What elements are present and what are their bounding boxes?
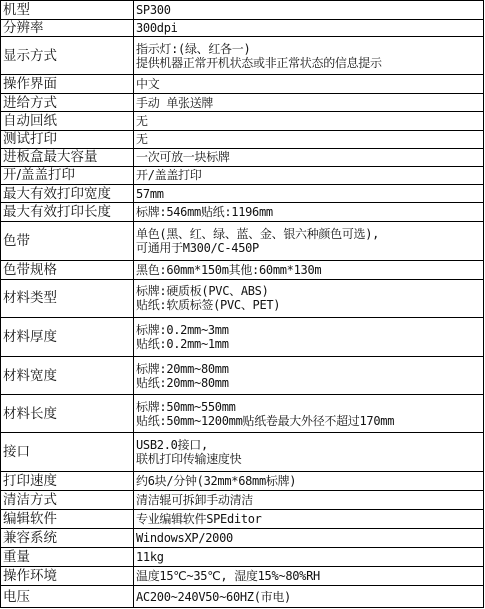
spec-value-line: 贴纸:0.2mm~1mm [136,336,229,351]
spec-label: 电压 [1,586,134,608]
spec-label: 进给方式 [1,93,134,112]
spec-value-line: 贴纸:50mm~1200mm贴纸卷最大外径不超过170mm [136,413,395,428]
spec-value [134,203,484,222]
spec-label: 开/盖盖打印 [1,167,134,185]
spec-value-line: 单色(黑、红、绿、蓝、金、银六种颜色可选), [136,226,380,241]
spec-row [1,471,484,491]
spec-row [1,509,484,529]
spec-label: 材料长度 [1,395,134,433]
spec-value-line: 温度15℃~35℃, 湿度15%~80%RH [136,568,320,583]
spec-value-line: 联机打印传输速度快 [136,452,242,467]
spec-value-line: 约6块/分钟(32mm*68mm标牌) [136,473,297,488]
spec-label: 色带 [1,221,134,260]
spec-table-body [1,1,484,608]
spec-value [134,261,484,280]
spec-value-line: 无 [136,114,148,129]
spec-value-line: 中文 [136,77,160,92]
spec-value [134,471,484,491]
spec-row [1,491,484,510]
spec-value-line: 开/盖盖打印 [136,168,202,183]
spec-row [1,433,484,471]
spec-value [134,529,484,548]
spec-value-line: 11kg [136,549,164,564]
spec-row [1,167,484,185]
spec-value-line: 手动 单张送牌 [136,95,214,110]
spec-row [1,148,484,167]
spec-row [1,112,484,131]
spec-row [1,357,484,395]
spec-label: 操作环境 [1,566,134,586]
spec-label: 操作界面 [1,75,134,94]
spec-row [1,279,484,317]
spec-value-line: 标牌:0.2mm~3mm [136,322,229,337]
spec-value [134,112,484,131]
spec-label: 机型 [1,1,134,20]
spec-value-line: AC200~240V50~60HZ(市电) [136,589,291,604]
spec-value-line: 标牌:546mm贴纸:1196mm [136,205,273,220]
spec-value [134,131,484,149]
spec-value [134,75,484,94]
spec-row [1,1,484,20]
spec-row [1,317,484,356]
spec-label: 材料厚度 [1,317,134,356]
spec-label: 显示方式 [1,37,134,75]
spec-label: 分辨率 [1,19,134,37]
spec-label: 最大有效打印宽度 [1,184,134,203]
spec-value-line: 指示灯:(绿、红各一) [136,41,251,56]
spec-row [1,529,484,548]
spec-label: 自动回纸 [1,112,134,131]
spec-value [134,395,484,433]
spec-row [1,184,484,203]
spec-value-line: 可通用于M300/C-450P [136,240,259,255]
spec-value-line: 无 [136,132,148,147]
spec-value [134,184,484,203]
spec-value [134,586,484,608]
spec-value [134,93,484,112]
spec-label: 材料类型 [1,279,134,317]
spec-value-line: 300dpi [136,20,178,35]
spec-row [1,261,484,280]
spec-label: 清洁方式 [1,491,134,510]
spec-value-line: 57mm [136,186,164,201]
spec-value [134,148,484,167]
spec-value [134,566,484,586]
spec-row [1,548,484,567]
spec-row [1,395,484,433]
spec-label: 材料宽度 [1,357,134,395]
spec-label: 编辑软件 [1,509,134,529]
spec-value [134,433,484,471]
spec-row [1,19,484,37]
spec-label: 测试打印 [1,131,134,149]
spec-row [1,203,484,222]
spec-value-line: 专业编辑软件SPEditor [136,512,262,527]
spec-value [134,491,484,510]
spec-value [134,167,484,185]
spec-label: 色带规格 [1,261,134,280]
spec-value [134,37,484,75]
spec-value-line: 标牌:20mm~80mm [136,361,229,376]
spec-value [134,1,484,20]
spec-label: 接口 [1,433,134,471]
spec-value-line: 贴纸:20mm~80mm [136,375,229,390]
spec-row [1,75,484,94]
spec-value-line: 一次可放一块标牌 [136,150,230,165]
spec-label: 最大有效打印长度 [1,203,134,222]
spec-row [1,221,484,260]
spec-label: 进板盒最大容量 [1,148,134,167]
spec-row [1,93,484,112]
spec-label: 重量 [1,548,134,567]
spec-value [134,548,484,567]
spec-value [134,279,484,317]
spec-value-line: 清洁辊可拆卸手动清洁 [136,493,254,508]
spec-row [1,37,484,75]
spec-row [1,131,484,149]
spec-label: 兼容系统 [1,529,134,548]
spec-value [134,509,484,529]
spec-value-line: WindowsXP/2000 [136,531,233,546]
spec-value [134,19,484,37]
spec-value-line: 标牌:50mm~550mm [136,399,236,414]
spec-value-line: 提供机器正常开机状态或非正常状态的信息提示 [136,55,382,70]
spec-value-line: SP300 [136,2,171,17]
spec-value-line: USB2.0接口, [136,438,208,453]
spec-value [134,221,484,260]
spec-value-line: 黑色:60mm*150m其他:60mm*130m [136,262,322,277]
spec-value [134,317,484,356]
spec-row [1,586,484,608]
spec-value-line: 贴纸:软质标签(PVC、PET) [136,298,281,313]
spec-value-line: 标牌:硬质板(PVC、ABS) [136,284,269,299]
spec-value [134,357,484,395]
spec-row [1,566,484,586]
spec-label: 打印速度 [1,471,134,491]
